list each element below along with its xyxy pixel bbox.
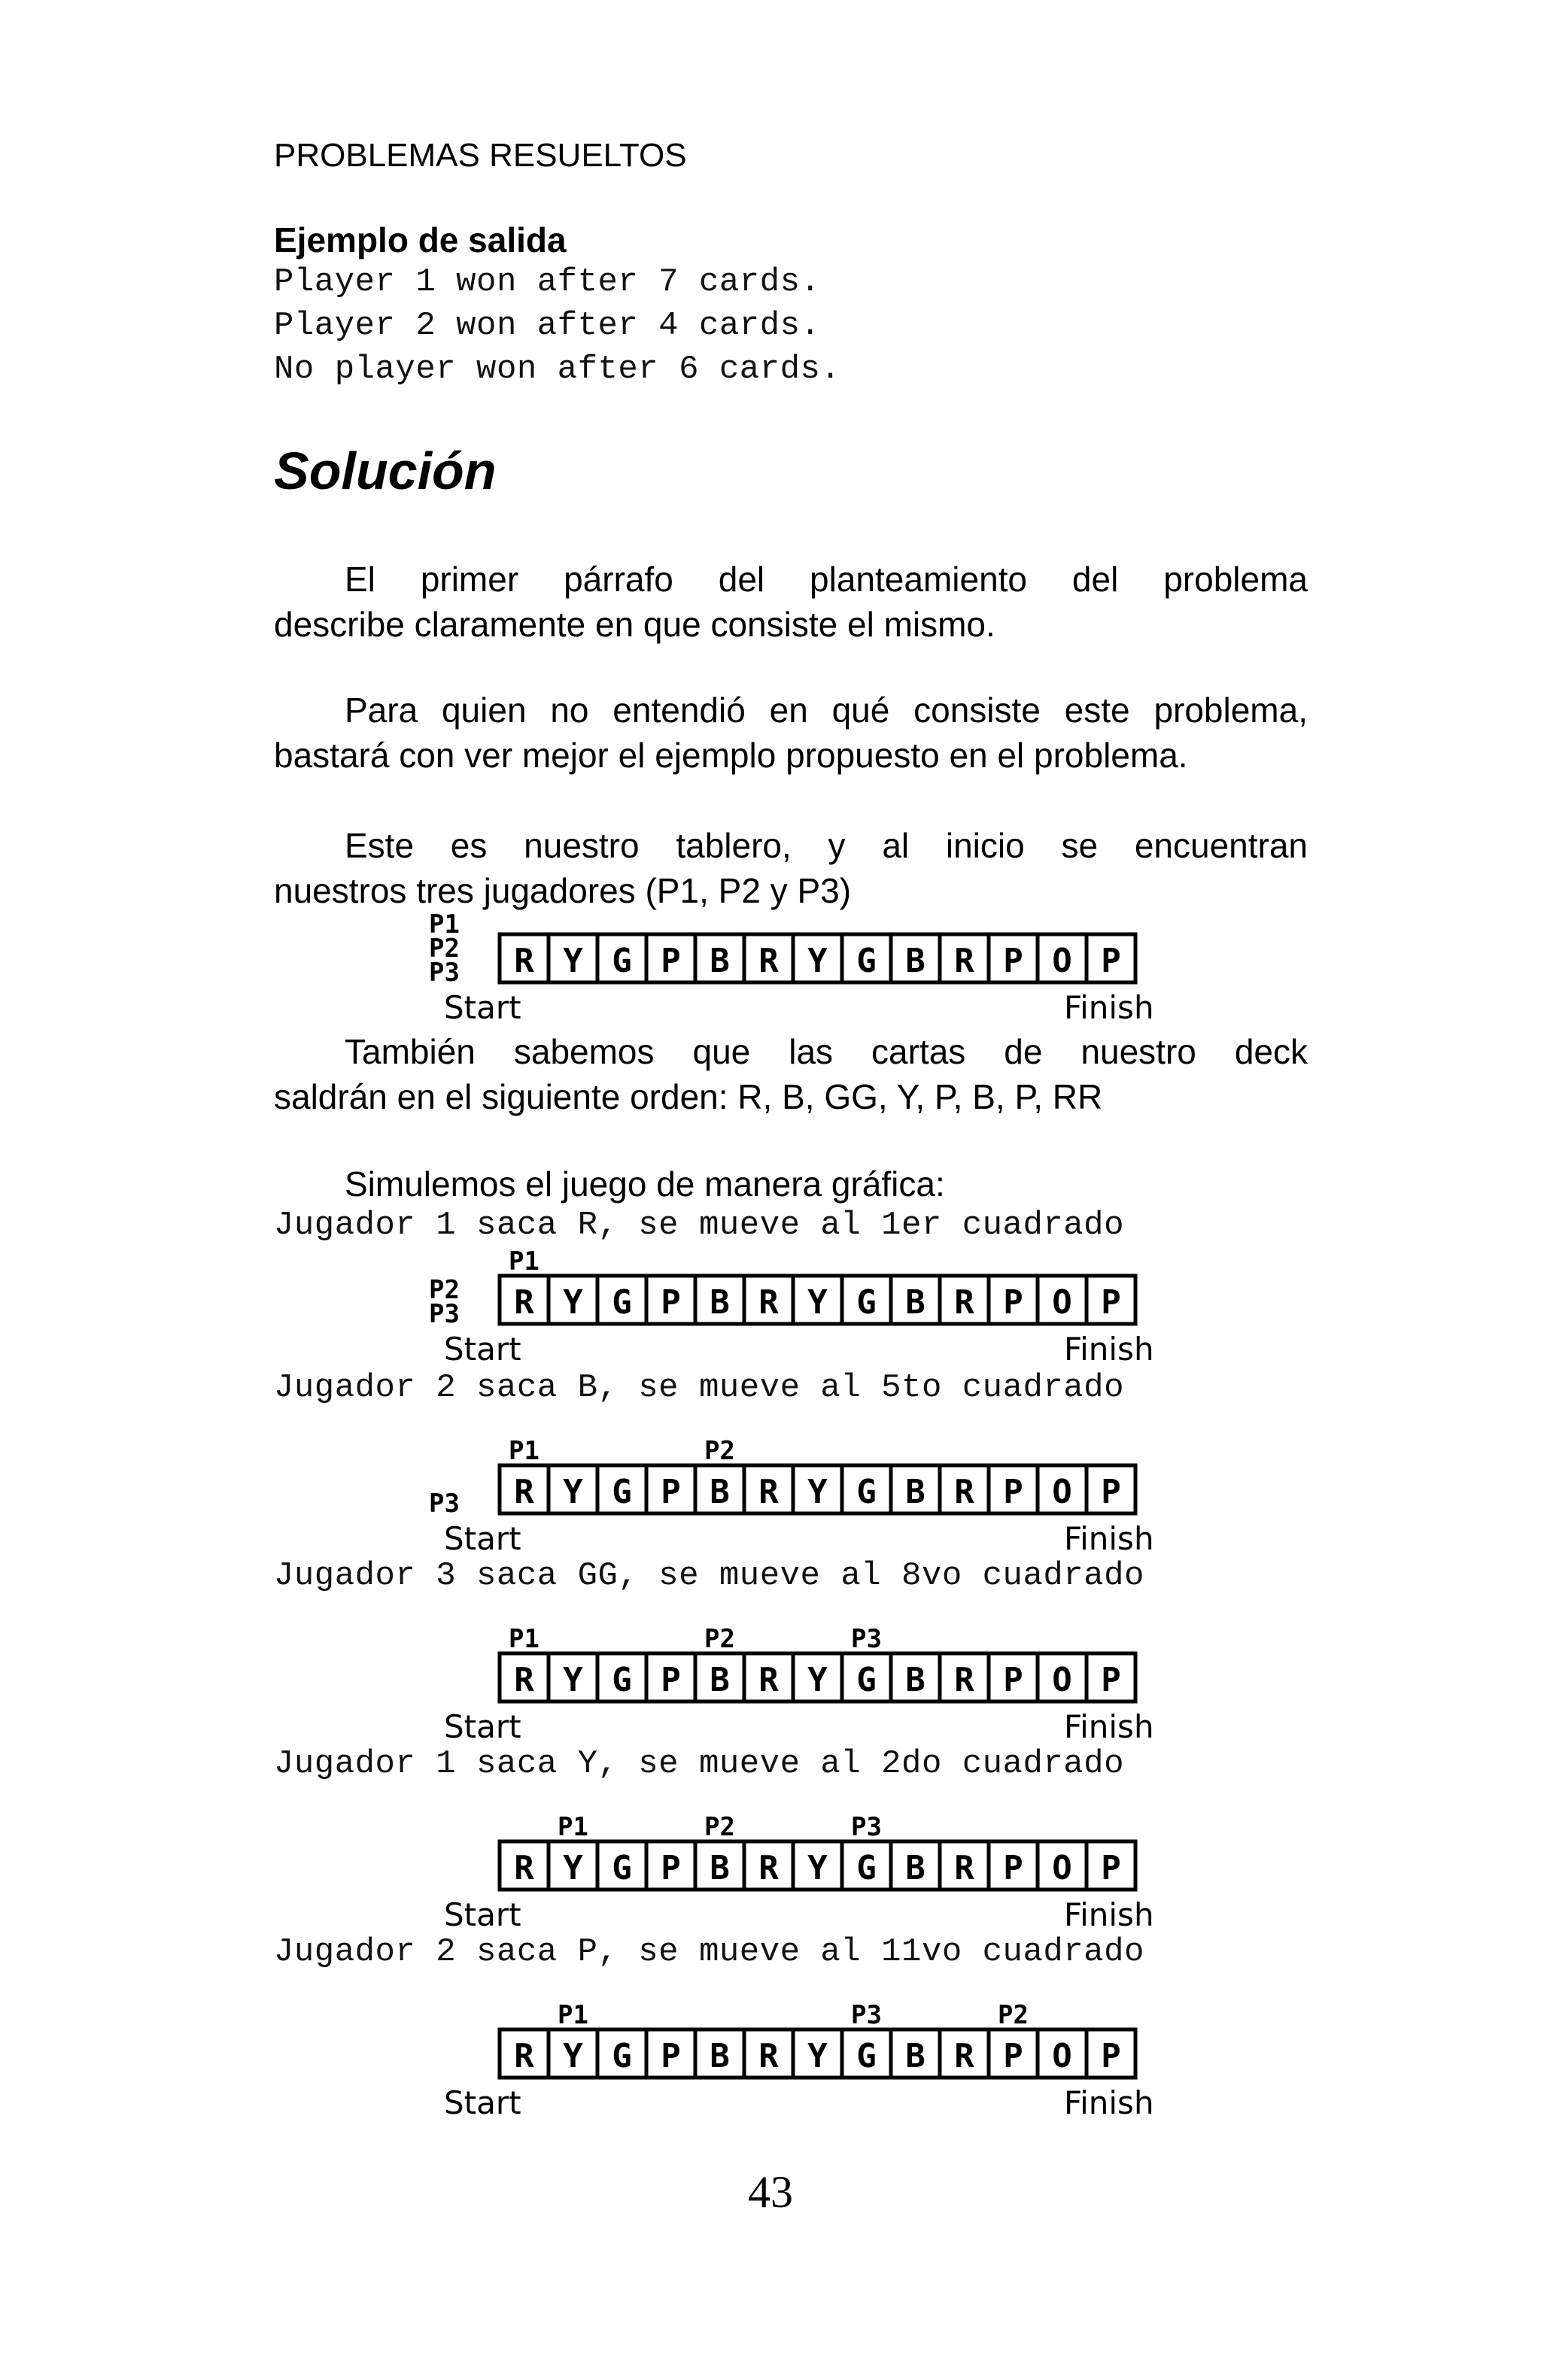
board-cell-8: B <box>905 1283 926 1322</box>
board-cell-8: B <box>905 1849 926 1887</box>
board-cell-12: P <box>1101 1473 1121 1511</box>
board-cell-1: Y <box>563 1849 583 1887</box>
start-label: Start <box>444 1331 521 1368</box>
board-cell-4: B <box>710 2037 730 2075</box>
board-cell-7: G <box>856 1661 877 1699</box>
paragraph <box>274 688 1308 778</box>
board-cell-10: P <box>1003 1849 1023 1887</box>
board-cell-5: R <box>758 1283 779 1322</box>
board-cell-1: Y <box>563 1283 583 1322</box>
player-marker-p2: P2 <box>429 1275 460 1305</box>
paragraph-line: Para quien no entendió en qué consiste este problema, <box>345 691 1308 730</box>
board-cell-5: R <box>758 1849 779 1887</box>
paragraph-line: nuestros tres jugadores (P1, P2 y P3) <box>274 871 852 910</box>
board-cell-2: G <box>612 1473 632 1511</box>
board-cell-6: Y <box>807 1661 828 1699</box>
board-cell-12: P <box>1101 942 1121 980</box>
board-cell-7: G <box>856 942 877 980</box>
board-cell-8: B <box>905 942 926 980</box>
board-cell-10: P <box>1003 1283 1023 1322</box>
finish-label: Finish <box>1064 1896 1154 1933</box>
board-diagram-step-5 <box>406 2000 1174 2121</box>
board-cell-1: Y <box>563 1473 583 1511</box>
board-cell-7: G <box>856 1283 877 1322</box>
board-cell-3: P <box>661 1473 681 1511</box>
board-cell-5: R <box>758 942 779 980</box>
board-cell-12: P <box>1101 1283 1121 1322</box>
board-cell-9: R <box>954 942 974 980</box>
paragraph <box>274 823 1308 913</box>
step-caption: Jugador 1 saca Y, se mueve al 2do cuadrado <box>274 1745 1124 1783</box>
player-marker-p2: P2 <box>998 2000 1029 2030</box>
board-diagram-step-2 <box>406 1436 1174 1557</box>
board-cell-1: Y <box>563 1661 583 1699</box>
board-cell-3: P <box>661 2037 681 2075</box>
board-cell-9: R <box>954 1849 974 1887</box>
board-cell-9: R <box>954 1661 974 1699</box>
board-cell-4: B <box>710 1283 730 1322</box>
board-diagram-initial <box>406 909 1174 1026</box>
board-cell-4: B <box>710 1473 730 1511</box>
board-cell-7: G <box>856 2037 877 2075</box>
board-cell-8: B <box>905 1661 926 1699</box>
board-cell-5: R <box>758 1661 779 1699</box>
board-cell-11: O <box>1052 1661 1072 1699</box>
board-cell-10: P <box>1003 2037 1023 2075</box>
board-cell-2: G <box>612 942 632 980</box>
player-marker-p2: P2 <box>704 1436 735 1466</box>
start-label: Start <box>444 1520 521 1557</box>
board-cell-0: R <box>514 2037 534 2075</box>
player-marker-p3: P3 <box>429 958 460 988</box>
section-title: Solución <box>274 442 497 500</box>
player-marker-p3: P3 <box>851 2000 882 2030</box>
step-caption: Jugador 3 saca GG, se mueve al 8vo cuadrado <box>274 1557 1144 1595</box>
player-marker-p3: P3 <box>851 1624 882 1654</box>
sample-output-line: Player 1 won after 7 cards. <box>274 263 821 301</box>
board-cell-3: P <box>661 1849 681 1887</box>
player-marker-p3: P3 <box>851 1812 882 1842</box>
board-cell-10: P <box>1003 1661 1023 1699</box>
board-cell-12: P <box>1101 2037 1121 2075</box>
board-diagram-step-4 <box>406 1812 1174 1933</box>
board-cell-5: R <box>758 1473 779 1511</box>
paragraph-line: El primer párrafo del planteamiento del problema <box>345 560 1308 599</box>
paragraph <box>274 1029 1308 1119</box>
paragraph-line: saldrán en el siguiente orden: R, B, GG, Y, P, B, P, RR <box>274 1077 1103 1116</box>
player-marker-p1: P1 <box>509 1246 540 1277</box>
board-cell-4: B <box>710 1849 730 1887</box>
player-marker-p2: P2 <box>704 1624 735 1654</box>
board-cell-0: R <box>514 942 534 980</box>
board-diagram-step-1 <box>406 1246 1174 1368</box>
board-cell-0: R <box>514 1661 534 1699</box>
board-cell-7: G <box>856 1473 877 1511</box>
board-cell-0: R <box>514 1849 534 1887</box>
running-header: PROBLEMAS RESUELTOS <box>274 137 687 174</box>
start-label: Start <box>444 1708 521 1745</box>
paragraph-line: También sabemos que las cartas de nuestro deck <box>345 1032 1308 1071</box>
finish-label: Finish <box>1064 1331 1154 1368</box>
paragraph-line: Este es nuestro tablero, y al inicio se encuentran <box>345 826 1308 865</box>
board-cell-6: Y <box>807 1849 828 1887</box>
board-cell-9: R <box>954 2037 974 2075</box>
board-cell-11: O <box>1052 1283 1072 1322</box>
board-cell-9: R <box>954 1283 974 1322</box>
board-cell-1: Y <box>563 942 583 980</box>
board-cell-6: Y <box>807 942 828 980</box>
sample-output-line: No player won after 6 cards. <box>274 351 841 388</box>
board-cell-8: B <box>905 1473 926 1511</box>
page-number: 43 <box>748 2167 793 2217</box>
board-cell-12: P <box>1101 1661 1121 1699</box>
player-marker-p1: P1 <box>558 1812 588 1842</box>
board-cell-6: Y <box>807 1473 828 1511</box>
start-label: Start <box>444 1896 521 1933</box>
board-cell-12: P <box>1101 1849 1121 1887</box>
board-cell-0: R <box>514 1283 534 1322</box>
finish-label: Finish <box>1064 989 1154 1026</box>
board-cell-3: P <box>661 942 681 980</box>
step-caption: Jugador 2 saca P, se mueve al 11vo cuadrado <box>274 1933 1144 1971</box>
step-caption: Jugador 1 saca R, se mueve al 1er cuadrado <box>274 1207 1124 1244</box>
board-cell-10: P <box>1003 1473 1023 1511</box>
player-marker-p1: P1 <box>509 1436 540 1466</box>
player-marker-p1: P1 <box>509 1624 540 1654</box>
board-cell-2: G <box>612 1661 632 1699</box>
board-cell-10: P <box>1003 942 1023 980</box>
step-caption: Jugador 2 saca B, se mueve al 5to cuadrado <box>274 1369 1124 1407</box>
board-cell-11: O <box>1052 942 1072 980</box>
board-cell-11: O <box>1052 1849 1072 1887</box>
finish-label: Finish <box>1064 1708 1154 1745</box>
board-diagram-step-3 <box>406 1624 1174 1745</box>
player-marker-p1: P1 <box>429 909 460 940</box>
board-cell-2: G <box>612 1849 632 1887</box>
board-cell-0: R <box>514 1473 534 1511</box>
board-cell-11: O <box>1052 2037 1072 2075</box>
board-cell-6: Y <box>807 1283 828 1322</box>
finish-label: Finish <box>1064 2084 1154 2121</box>
board-cell-3: P <box>661 1283 681 1322</box>
player-marker-p3: P3 <box>429 1299 460 1329</box>
player-marker-p2: P2 <box>704 1812 735 1842</box>
board-cell-4: B <box>710 942 730 980</box>
paragraph: Simulemos el juego de manera gráfica: <box>345 1164 945 1204</box>
board-cell-5: R <box>758 2037 779 2075</box>
sample-output-line: Player 2 won after 4 cards. <box>274 307 821 345</box>
start-label: Start <box>444 989 521 1026</box>
start-label: Start <box>444 2084 521 2121</box>
board-cell-11: O <box>1052 1473 1072 1511</box>
board-cell-3: P <box>661 1661 681 1699</box>
player-marker-p1: P1 <box>558 2000 588 2030</box>
finish-label: Finish <box>1064 1520 1154 1557</box>
paragraph-line: bastará con ver mejor el ejemplo propuesto en el problema. <box>274 736 1188 775</box>
board-cell-2: G <box>612 1283 632 1322</box>
board-cell-6: Y <box>807 2037 828 2075</box>
board-cell-8: B <box>905 2037 926 2075</box>
paragraph-line: describe claramente en que consiste el mismo. <box>274 605 995 644</box>
board-cell-2: G <box>612 2037 632 2075</box>
board-cell-4: B <box>710 1661 730 1699</box>
paragraph <box>274 557 1308 647</box>
board-cell-1: Y <box>563 2037 583 2075</box>
player-marker-p2: P2 <box>429 933 460 964</box>
sample-output-title: Ejemplo de salida <box>274 220 567 260</box>
player-marker-p3: P3 <box>429 1489 460 1519</box>
board-cell-7: G <box>856 1849 877 1887</box>
board-cell-9: R <box>954 1473 974 1511</box>
